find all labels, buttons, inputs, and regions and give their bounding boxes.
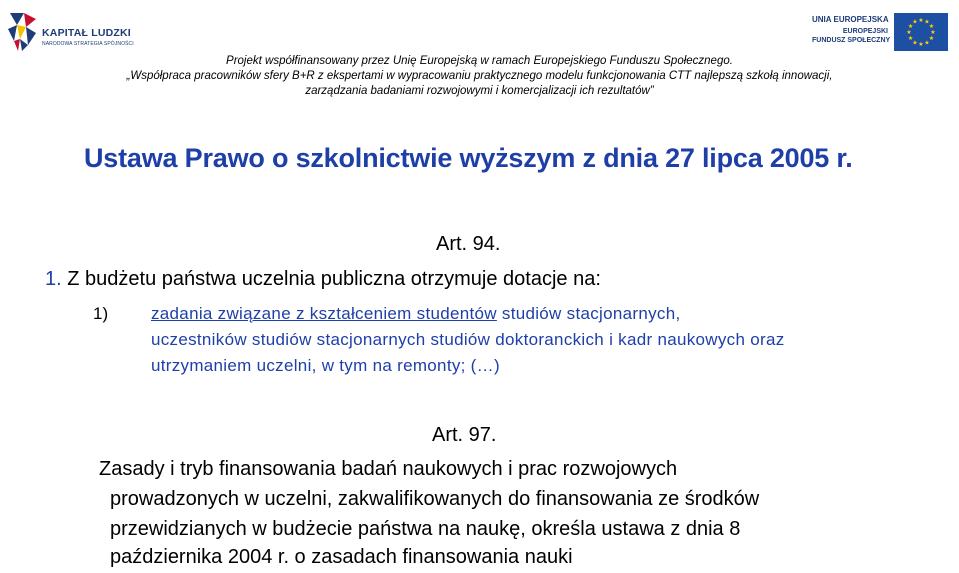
eu-flag-icon — [894, 13, 948, 51]
kapital-ludzki-emblem-icon — [6, 11, 40, 53]
eu-star-icon: ★ — [918, 42, 924, 48]
item-1-rest-text: studiów stacjonarnych, — [496, 304, 681, 323]
art97-line-3: przewidzianych w budżecie państwa na naukę, określa ustawa z dnia 8 — [110, 518, 741, 540]
logo-right-line1: UNIA EUROPEJSKA — [812, 15, 889, 24]
header-line-3: zarządzania badaniami rozwojowymi i komercjalizacji ich rezultatów” — [305, 85, 654, 97]
art97-line-2: prowadzonych w uczelni, zakwalifikowanych do finansowania ze środków — [110, 488, 760, 510]
logo-right-line2: EUROPEJSKI — [842, 28, 888, 35]
art97-heading: Art. 97. — [432, 424, 497, 446]
header-line-2: „Współpraca pracowników sfery B+R z ekspertami w wypracowaniu praktycznego modelu funkcjonowania CTT najlepszą szkołą innowacji, — [126, 70, 833, 82]
paragraph-number: 1. — [45, 268, 62, 290]
eu-star-icon: ★ — [924, 19, 930, 26]
art97-line-4: października 2004 r. o zasadach finansowania nauki — [110, 546, 573, 568]
logo-left-title: KAPITAŁ LUDZKI — [42, 27, 131, 39]
eu-star-icon: ★ — [907, 24, 914, 30]
eu-star-icon: ★ — [912, 19, 918, 26]
kapital-ludzki-logo — [6, 11, 134, 53]
paragraph-text: Z budżetu państwa uczelnia publiczna otrzymuje dotacje na: — [61, 268, 601, 290]
item-1-underlined-text: zadania związane z kształceniem studentów — [151, 304, 497, 323]
item-1-line-1 — [151, 304, 680, 324]
eu-social-fund-logo — [812, 11, 952, 51]
eu-star-icon: ★ — [918, 18, 924, 24]
logo-right-line3: FUNDUSZ SPOŁECZNY — [812, 37, 891, 44]
item-1-line-2: uczestników studiów stacjonarnych studiów doktoranckich i kadr naukowych oraz — [151, 330, 785, 349]
header-line-1: Projekt współfinansowany przez Unię Europejską w ramach Europejskiego Funduszu Społecznego. — [226, 55, 733, 67]
document-title: Ustawa Prawo o szkolnictwie wyższym z dnia 27 lipca 2005 r. — [84, 143, 853, 173]
eu-star-icon: ★ — [907, 36, 914, 42]
eu-star-icon: ★ — [928, 24, 935, 30]
eu-star-icon: ★ — [906, 30, 912, 36]
item-1-line-3: utrzymaniem uczelni, w tym na remonty; (…) — [151, 356, 500, 375]
eu-star-icon: ★ — [928, 36, 935, 42]
art97-line-1: Zasady i tryb finansowania badań naukowych i prac rozwojowych — [99, 458, 678, 480]
logo-left-subtitle: NARODOWA STRATEGIA SPÓJNOŚCI — [42, 41, 134, 47]
art94-paragraph-1 — [45, 268, 601, 291]
eu-star-icon: ★ — [924, 40, 930, 47]
eu-star-icon: ★ — [912, 40, 918, 47]
item-1-number: 1) — [93, 304, 109, 323]
eu-star-icon: ★ — [930, 30, 936, 36]
art94-heading: Art. 94. — [436, 233, 501, 255]
